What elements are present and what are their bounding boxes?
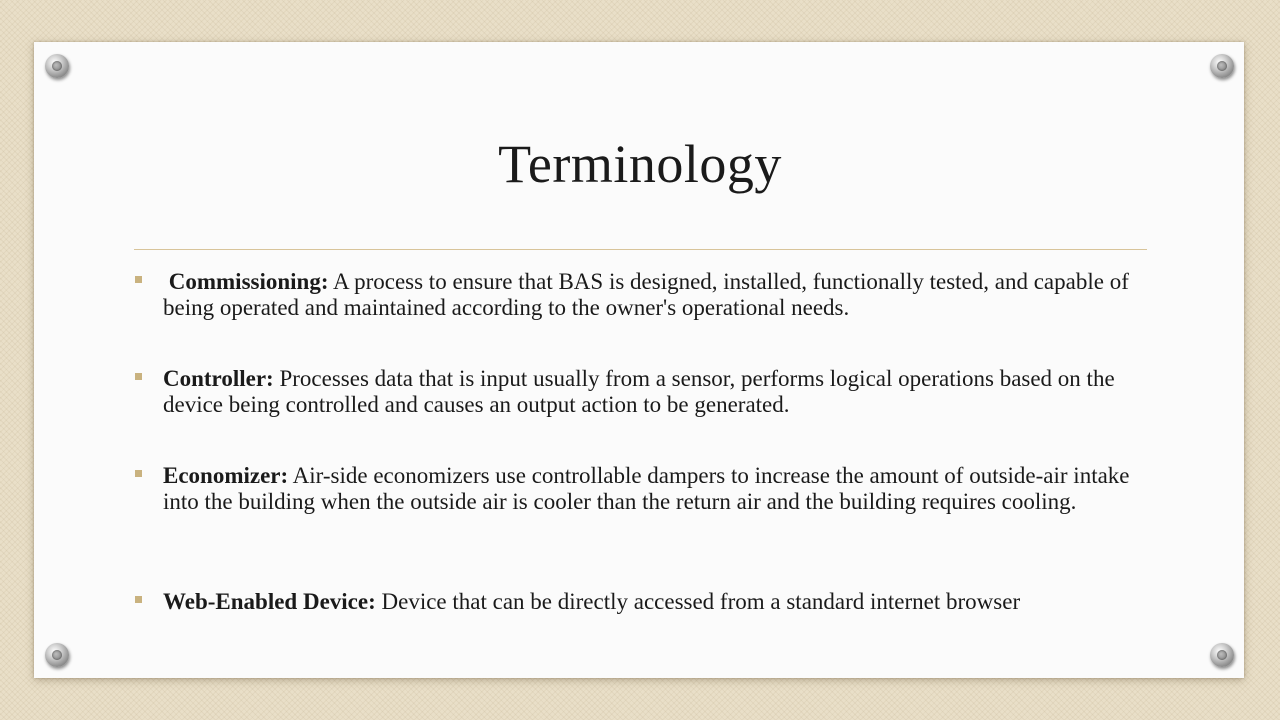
term-definition: Device that can be directly accessed from a standard internet browser	[375, 589, 1021, 614]
bullet-icon	[135, 470, 142, 477]
slide-title: Terminology	[498, 134, 782, 194]
term-definition: A process to ensure that BAS is designed, installed, functionally tested, and capable of being operated and maintained according to the owner's operational needs.	[163, 269, 1129, 320]
pushpin-icon	[1210, 54, 1234, 78]
bullet-icon	[135, 276, 142, 283]
pushpin-icon	[45, 54, 69, 78]
term-label: Economizer:	[163, 463, 289, 488]
title-divider	[134, 249, 1147, 250]
term-label: Controller:	[163, 366, 274, 391]
term-label: Commissioning:	[168, 269, 329, 294]
list-item-commissioning	[163, 269, 1153, 321]
pushpin-icon	[1210, 643, 1234, 667]
bullet-icon	[135, 373, 142, 380]
pushpin-icon	[45, 643, 69, 667]
bullet-icon	[135, 596, 142, 603]
term-definition: Processes data that is input usually from a sensor, performs logical operations based on the device being controlled and causes an output action to be generated.	[163, 366, 1115, 417]
term-definition: Air-side economizers use controllable dampers to increase the amount of outside-air intake into the building when the outside air is cooler than the return air and the building requires cooling.	[163, 463, 1130, 514]
list-item-web-enabled-device	[163, 589, 1153, 615]
term-label: Web-Enabled Device:	[163, 589, 376, 614]
list-item-economizer	[163, 463, 1153, 515]
list-item-controller	[163, 366, 1153, 418]
